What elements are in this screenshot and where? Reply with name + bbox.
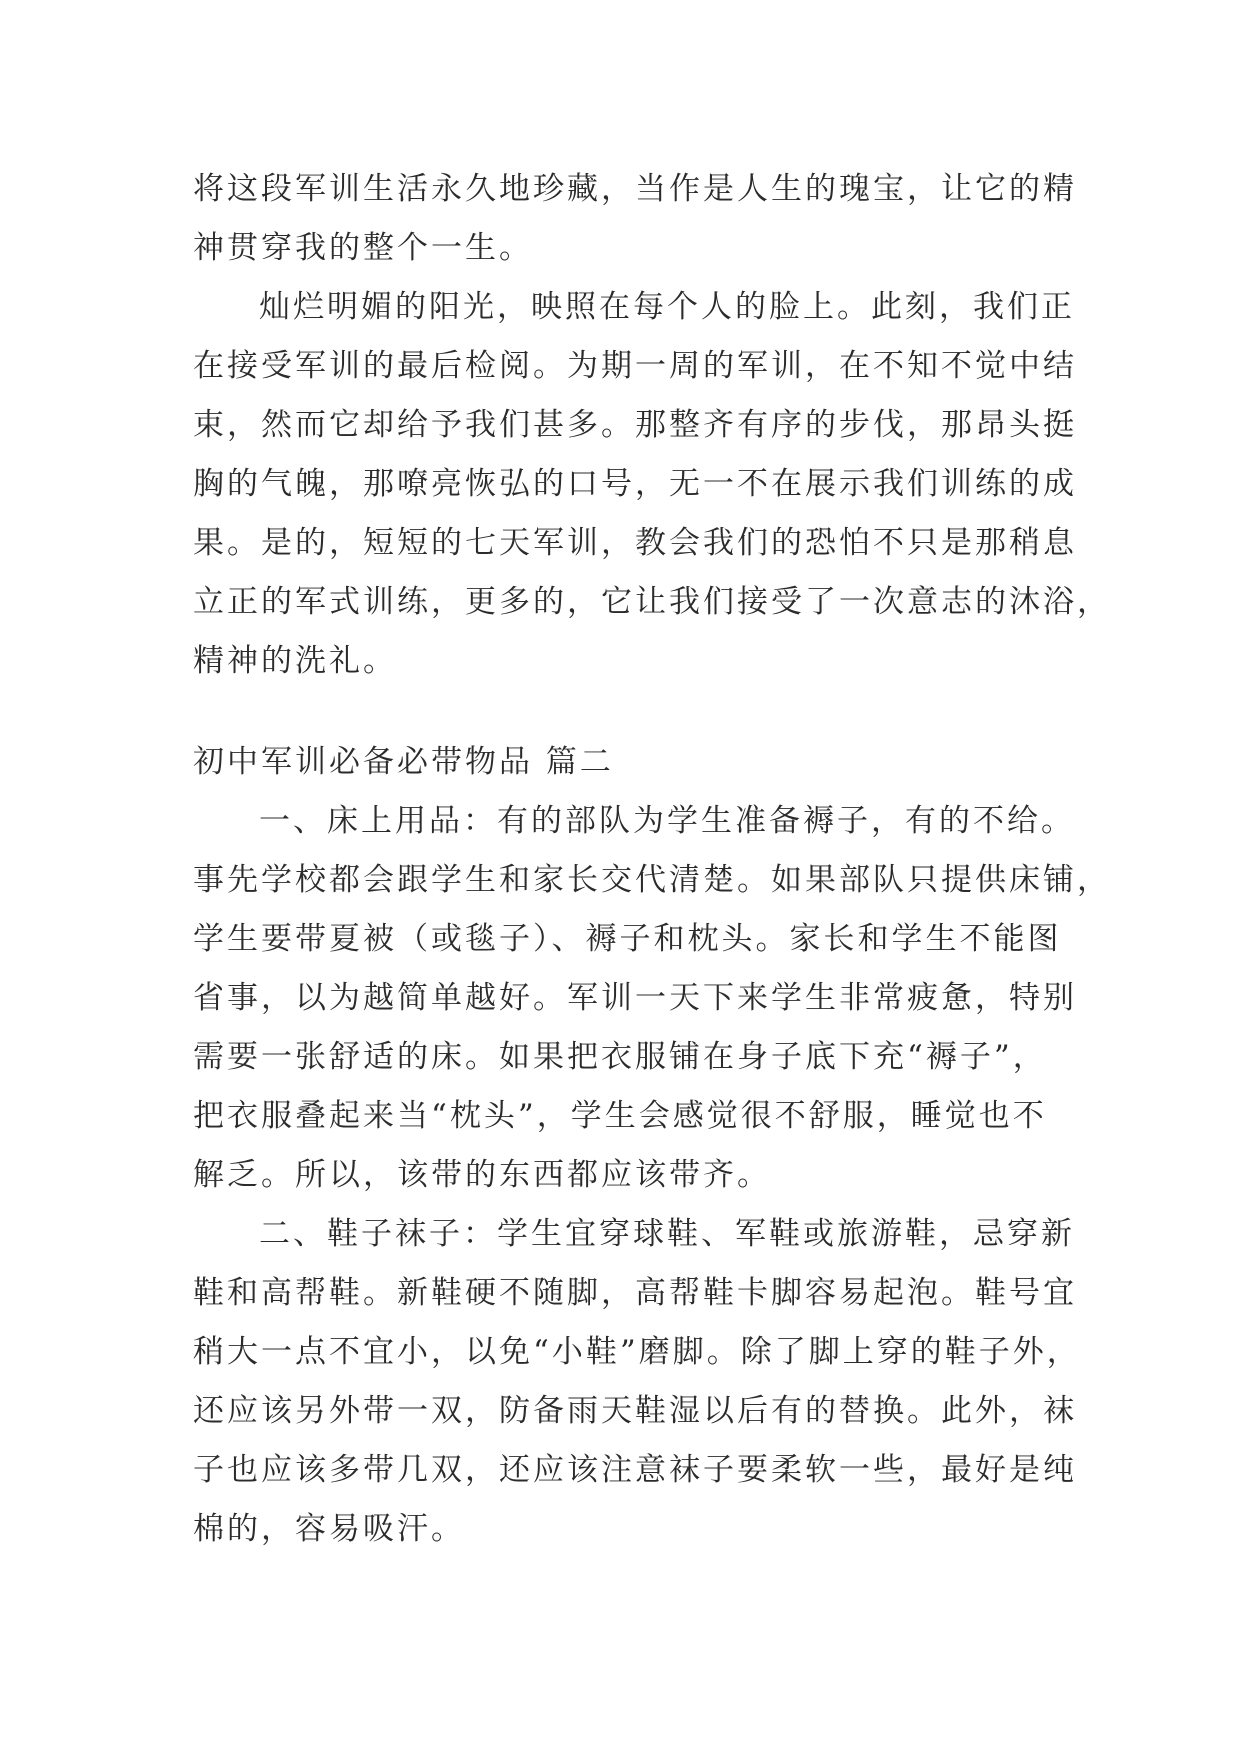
document-body [193, 160, 1111, 1559]
section-heading: 初中军训必备必带物品 篇二 [193, 744, 614, 780]
paragraph-line: 立正的军式训练，更多的，它让我们接受了一次意志的沐浴， [193, 584, 1111, 620]
paragraph-line: 还应该另外带一双，防备雨天鞋湿以后有的替换。此外，袜 [193, 1393, 1077, 1429]
paragraph-line: 胸的气魄，那嘹亮恢弘的口号，无一不在展示我们训练的成 [193, 466, 1077, 502]
paragraph-line: 神贯穿我的整个一生。 [193, 230, 533, 266]
paragraph-line: 子也应该多带几双，还应该注意袜子要柔软一些，最好是纯 [193, 1452, 1077, 1488]
paragraph-line: 鞋和高帮鞋。新鞋硬不随脚，高帮鞋卡脚容易起泡。鞋号宜 [193, 1275, 1077, 1311]
paragraph-line: 精神的洗礼。 [193, 643, 397, 679]
paragraph-line: 稍大一点不宜小，以免“小鞋”磨脚。除了脚上穿的鞋子外， [193, 1334, 1081, 1370]
paragraph-continuation [193, 160, 1077, 278]
paragraph-line: 需要一张舒适的床。如果把衣服铺在身子底下充“褥子”， [193, 1039, 1047, 1075]
paragraph-line: 束，然而它却给予我们甚多。那整齐有序的步伐，那昂头挺 [193, 407, 1077, 443]
paragraph-line: 一、床上用品：有的部队为学生准备褥子，有的不给。 [259, 803, 1075, 839]
paragraph-line: 果。是的，短短的七天军训，教会我们的恐怕不只是那稍息 [193, 525, 1077, 561]
paragraph-sunshine [193, 278, 1111, 691]
paragraph-line: 解乏。所以，该带的东西都应该带齐。 [193, 1157, 771, 1193]
paragraph-line: 二、鞋子袜子：学生宜穿球鞋、军鞋或旅游鞋，忌穿新 [259, 1216, 1075, 1252]
paragraph-line: 把衣服叠起来当“枕头”，学生会感觉很不舒服，睡觉也不 [193, 1098, 1047, 1134]
paragraph-bedding [193, 792, 1111, 1205]
paragraph-line: 棉的，容易吸汗。 [193, 1511, 465, 1547]
paragraph-line: 在接受军训的最后检阅。为期一周的军训，在不知不觉中结 [193, 348, 1077, 384]
paragraph-line: 省事，以为越简单越好。军训一天下来学生非常疲惫，特别 [193, 980, 1077, 1016]
paragraph-shoes-socks [193, 1205, 1081, 1559]
paragraph-line: 学生要带夏被（或毯子）、褥子和枕头。家长和学生不能图 [193, 921, 1062, 957]
paragraph-line: 灿烂明媚的阳光，映照在每个人的脸上。此刻，我们正 [259, 289, 1075, 325]
section-spacer [193, 691, 1063, 733]
paragraph-line: 事先学校都会跟学生和家长交代清楚。如果部队只提供床铺， [193, 862, 1111, 898]
paragraph-line: 将这段军训生活永久地珍藏，当作是人生的瑰宝，让它的精 [193, 171, 1077, 207]
